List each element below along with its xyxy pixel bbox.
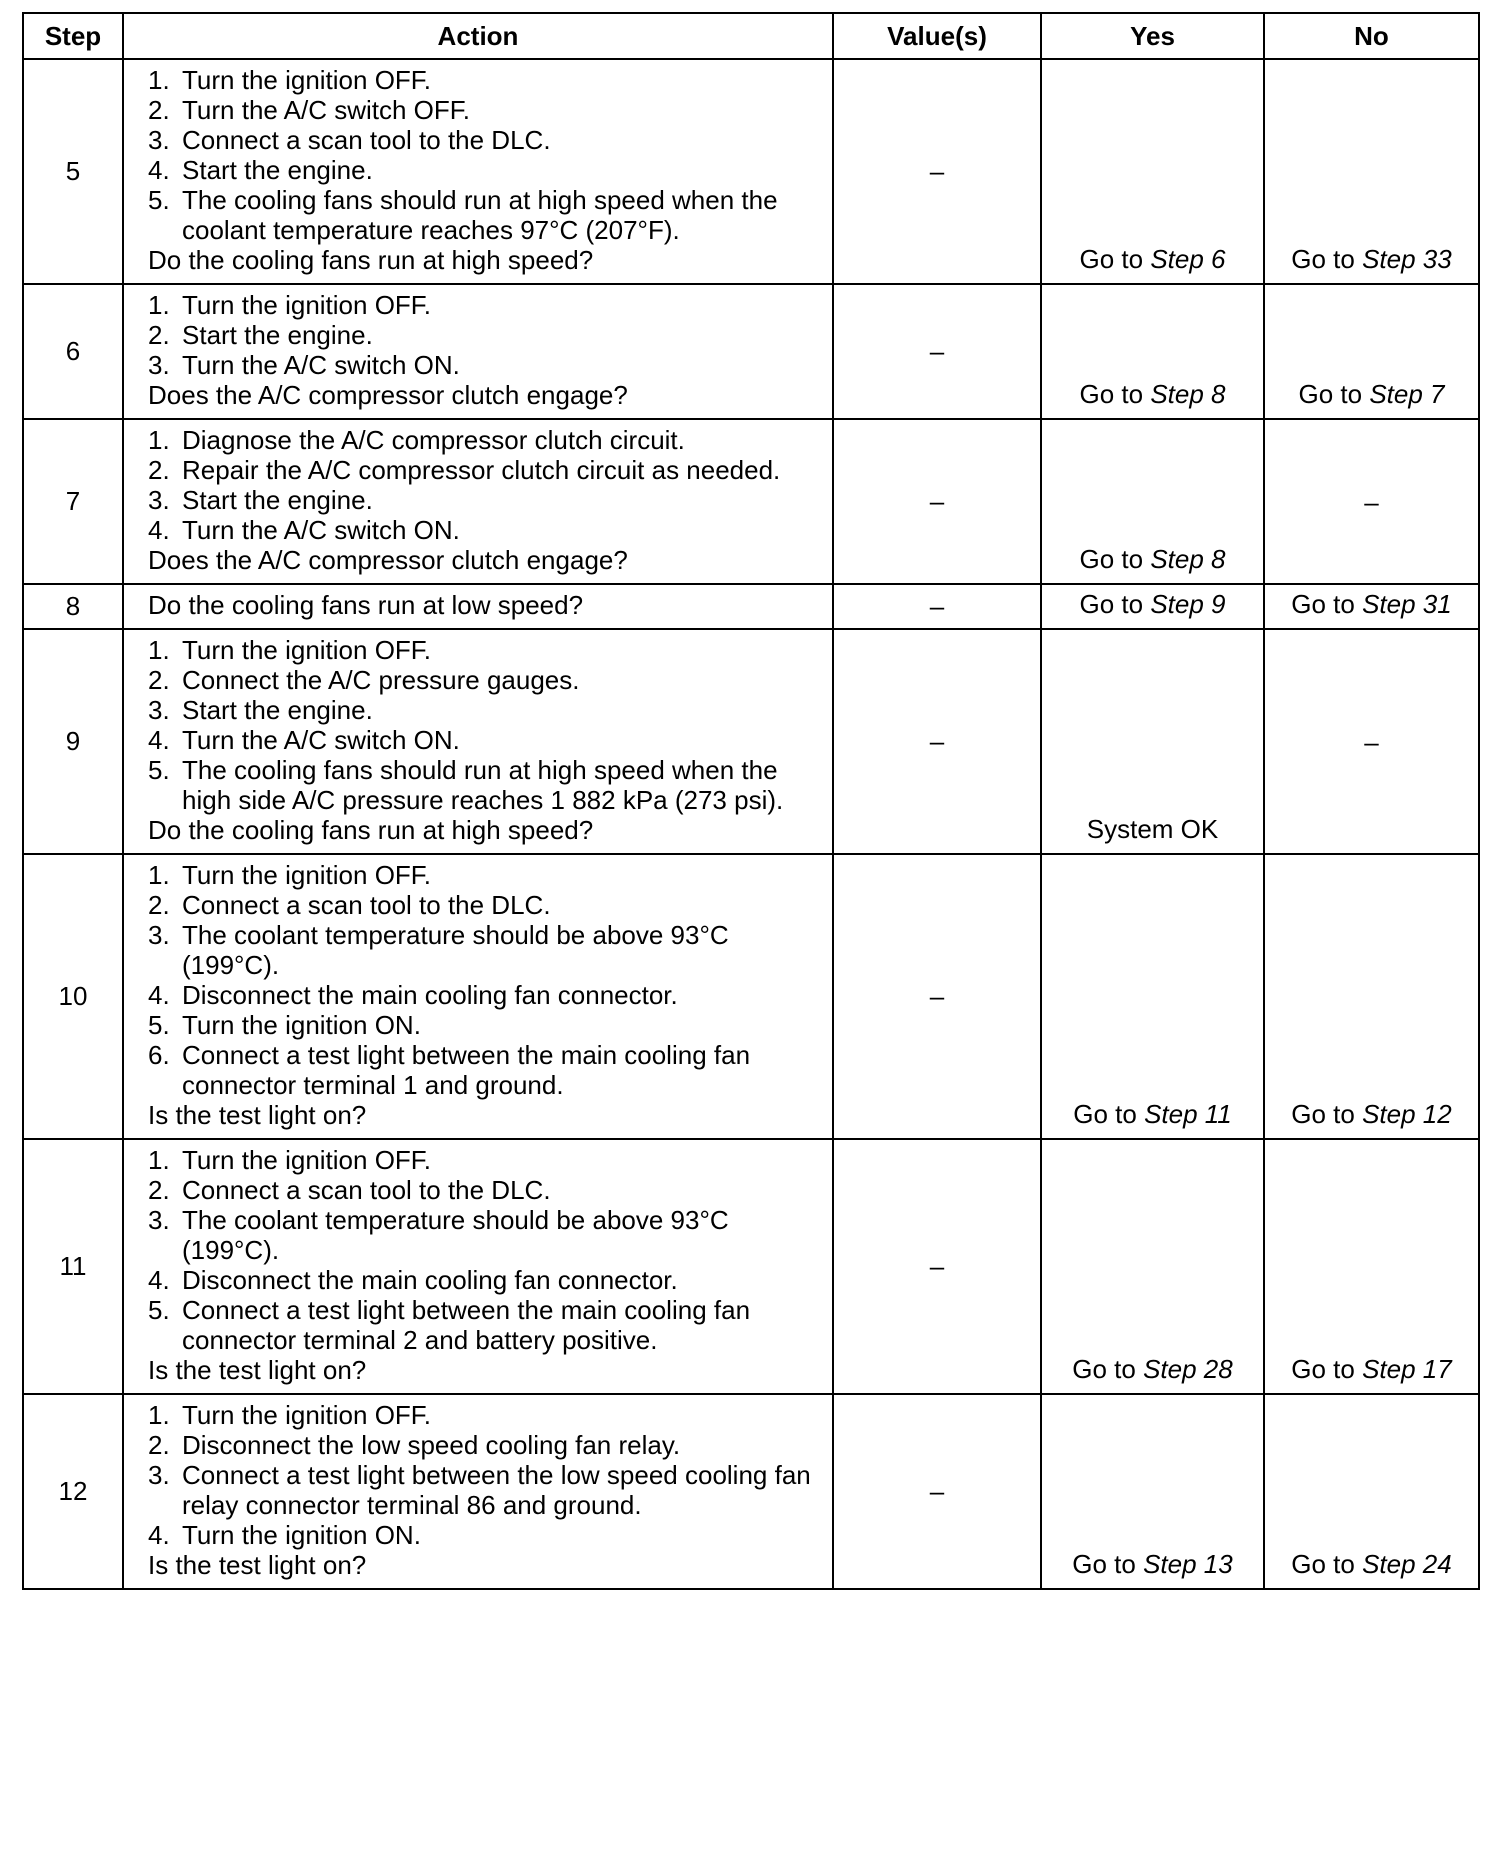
yes-result-step: Step 8 xyxy=(1150,379,1226,409)
action-item-text: Turn the ignition OFF. xyxy=(182,635,432,665)
value-cell: – xyxy=(833,284,1041,419)
action-item xyxy=(148,635,826,665)
action-item xyxy=(148,1265,826,1295)
action-item-number: 6. xyxy=(148,1040,170,1070)
yes-result-text: Go to xyxy=(1079,589,1151,619)
yes-result xyxy=(1041,419,1264,584)
action-item xyxy=(148,455,826,485)
no-result-step: Step 7 xyxy=(1369,379,1445,409)
yes-result-text: System OK xyxy=(1086,814,1219,844)
action-item-number: 3. xyxy=(148,695,170,725)
step-number: 8 xyxy=(23,584,123,629)
yes-result-step: Step 11 xyxy=(1144,1099,1232,1129)
yes-result-step: Step 13 xyxy=(1143,1549,1233,1579)
action-item-text: Connect a scan tool to the DLC. xyxy=(182,890,551,920)
yes-result-step: Step 9 xyxy=(1150,589,1226,619)
action-item-number: 2. xyxy=(148,320,170,350)
action-question: Is the test light on? xyxy=(148,1100,367,1130)
action-item xyxy=(148,515,826,545)
value-cell: – xyxy=(833,419,1041,584)
step-number: 11 xyxy=(23,1139,123,1394)
action-item-text: Connect a scan tool to the DLC. xyxy=(182,125,551,155)
action-item-text: Start the engine. xyxy=(182,155,373,185)
action-item-number: 3. xyxy=(148,920,170,950)
action-item xyxy=(148,290,826,320)
action-item-number: 4. xyxy=(148,1520,170,1550)
step-number: 9 xyxy=(23,629,123,854)
action-item-number: 2. xyxy=(148,1430,170,1460)
action-question: Do the cooling fans run at low speed? xyxy=(148,590,584,620)
step-number: 7 xyxy=(23,419,123,584)
action-item-text: Turn the A/C switch ON. xyxy=(182,725,460,755)
action-item-number: 5. xyxy=(148,1295,170,1325)
action-item xyxy=(148,485,826,515)
yes-result xyxy=(1041,854,1264,1139)
no-result-text: – xyxy=(1364,726,1379,757)
action-item xyxy=(148,1400,826,1430)
action-item-text: Start the engine. xyxy=(182,320,373,350)
no-result xyxy=(1264,629,1479,854)
yes-result xyxy=(1041,1139,1264,1394)
no-result xyxy=(1264,1139,1479,1394)
action-item-text: Diagnose the A/C compressor clutch circuit. xyxy=(182,425,685,455)
header-no: No xyxy=(1264,13,1479,59)
step-number: 10 xyxy=(23,854,123,1139)
action-cell xyxy=(123,1394,833,1589)
action-item-number: 5. xyxy=(148,755,170,785)
action-item xyxy=(148,1010,826,1040)
action-cell xyxy=(123,59,833,284)
yes-result-text: Go to xyxy=(1073,1099,1145,1129)
action-item-text: The cooling fans should run at high speed when the high side A/C pressure reaches 1 882 kPa (273 psi). xyxy=(182,755,784,815)
action-cell xyxy=(123,584,833,629)
action-item xyxy=(148,1520,826,1550)
action-item xyxy=(148,185,826,245)
action-item-number: 4. xyxy=(148,980,170,1010)
action-item-text: Turn the A/C switch OFF. xyxy=(182,95,471,125)
action-cell xyxy=(123,1139,833,1394)
action-question: Is the test light on? xyxy=(148,1355,367,1385)
no-result xyxy=(1264,59,1479,284)
diagnostic-table xyxy=(22,12,1480,1590)
header-row xyxy=(23,13,1479,59)
step-number: 5 xyxy=(23,59,123,284)
no-result-text: Go to xyxy=(1291,589,1363,619)
action-item-number: 3. xyxy=(148,485,170,515)
action-item-number: 2. xyxy=(148,1175,170,1205)
value-cell: – xyxy=(833,854,1041,1139)
yes-result-text: Go to xyxy=(1079,244,1151,274)
yes-result-step: Step 6 xyxy=(1150,244,1226,274)
action-question: Does the A/C compressor clutch engage? xyxy=(148,380,628,410)
action-item-text: Disconnect the main cooling fan connector. xyxy=(182,980,678,1010)
action-item xyxy=(148,980,826,1010)
action-item-text: Disconnect the low speed cooling fan relay. xyxy=(182,1430,681,1460)
table-row xyxy=(23,629,1479,854)
no-result xyxy=(1264,584,1479,629)
header-values: Value(s) xyxy=(833,13,1041,59)
action-item xyxy=(148,350,826,380)
action-item-text: Connect a scan tool to the DLC. xyxy=(182,1175,551,1205)
action-item-text: Turn the ignition ON. xyxy=(182,1010,421,1040)
no-result-text: Go to xyxy=(1298,379,1370,409)
action-item xyxy=(148,425,826,455)
no-result-step: Step 17 xyxy=(1362,1354,1452,1384)
table-row xyxy=(23,584,1479,629)
action-cell xyxy=(123,419,833,584)
action-item-number: 3. xyxy=(148,125,170,155)
action-item xyxy=(148,1040,826,1100)
action-item-number: 1. xyxy=(148,425,170,455)
action-item-text: Connect the A/C pressure gauges. xyxy=(182,665,580,695)
action-item xyxy=(148,1460,826,1520)
no-result-step: Step 33 xyxy=(1362,244,1452,274)
action-item-number: 4. xyxy=(148,725,170,755)
action-item-number: 4. xyxy=(148,515,170,545)
action-item xyxy=(148,95,826,125)
header-yes: Yes xyxy=(1041,13,1264,59)
value-cell: – xyxy=(833,629,1041,854)
action-question: Is the test light on? xyxy=(148,1550,367,1580)
header-action: Action xyxy=(123,13,833,59)
yes-result-step: Step 8 xyxy=(1150,544,1226,574)
action-item-text: Repair the A/C compressor clutch circuit as needed. xyxy=(182,455,781,485)
action-item xyxy=(148,155,826,185)
no-result xyxy=(1264,284,1479,419)
table-body xyxy=(23,59,1479,1589)
yes-result-text: Go to xyxy=(1072,1549,1144,1579)
action-item xyxy=(148,725,826,755)
no-result xyxy=(1264,419,1479,584)
action-item-text: Turn the A/C switch ON. xyxy=(182,515,460,545)
action-cell xyxy=(123,854,833,1139)
action-item xyxy=(148,860,826,890)
action-item xyxy=(148,695,826,725)
yes-result-text: Go to xyxy=(1079,544,1151,574)
value-cell: – xyxy=(833,59,1041,284)
no-result-step: Step 24 xyxy=(1362,1549,1452,1579)
yes-result xyxy=(1041,629,1264,854)
action-item xyxy=(148,920,826,980)
action-item-text: Turn the ignition OFF. xyxy=(182,65,432,95)
action-item-text: Connect a test light between the main cooling fan connector terminal 1 and ground. xyxy=(182,1040,751,1100)
no-result-text: Go to xyxy=(1291,244,1363,274)
action-item-number: 1. xyxy=(148,290,170,320)
no-result-text: Go to xyxy=(1291,1549,1363,1579)
yes-result xyxy=(1041,1394,1264,1589)
action-item-number: 1. xyxy=(148,1400,170,1430)
action-item-number: 1. xyxy=(148,635,170,665)
action-item-text: Disconnect the main cooling fan connector. xyxy=(182,1265,678,1295)
action-item-text: Turn the ignition OFF. xyxy=(182,860,432,890)
action-question: Do the cooling fans run at high speed? xyxy=(148,815,594,845)
action-item-number: 1. xyxy=(148,65,170,95)
table-row xyxy=(23,59,1479,284)
action-item-text: The cooling fans should run at high speed when the coolant temperature reaches 97°C (207°F). xyxy=(182,185,778,245)
action-item-text: Turn the ignition ON. xyxy=(182,1520,421,1550)
value-cell: – xyxy=(833,584,1041,629)
action-item-text: Turn the ignition OFF. xyxy=(182,290,432,320)
no-result-step: Step 31 xyxy=(1362,589,1452,619)
action-item-text: The coolant temperature should be above 93°C (199°C). xyxy=(182,920,729,980)
action-item-text: Turn the ignition OFF. xyxy=(182,1145,432,1175)
no-result-text: – xyxy=(1364,486,1379,517)
table-row xyxy=(23,419,1479,584)
table-row xyxy=(23,1139,1479,1394)
no-result xyxy=(1264,1394,1479,1589)
action-item xyxy=(148,755,826,815)
yes-result-step: Step 28 xyxy=(1143,1354,1233,1384)
action-item-number: 3. xyxy=(148,1205,170,1235)
action-item-number: 3. xyxy=(148,1460,170,1490)
action-item xyxy=(148,665,826,695)
action-item-number: 1. xyxy=(148,860,170,890)
action-item-number: 1. xyxy=(148,1145,170,1175)
table-row xyxy=(23,284,1479,419)
yes-result xyxy=(1041,584,1264,629)
action-item-number: 4. xyxy=(148,155,170,185)
action-item xyxy=(148,65,826,95)
action-item-text: Connect a test light between the low speed cooling fan relay connector terminal 86 and ground. xyxy=(182,1460,811,1520)
action-item-text: Turn the ignition OFF. xyxy=(182,1400,432,1430)
action-item xyxy=(148,125,826,155)
step-number: 12 xyxy=(23,1394,123,1589)
no-result-step: Step 12 xyxy=(1362,1099,1452,1129)
action-item-number: 4. xyxy=(148,1265,170,1295)
action-item xyxy=(148,1430,826,1460)
action-item-number: 2. xyxy=(148,95,170,125)
action-cell xyxy=(123,284,833,419)
action-question: Does the A/C compressor clutch engage? xyxy=(148,545,628,575)
action-item xyxy=(148,320,826,350)
action-item-text: Start the engine. xyxy=(182,695,373,725)
action-item-number: 2. xyxy=(148,665,170,695)
yes-result-text: Go to xyxy=(1072,1354,1144,1384)
value-cell: – xyxy=(833,1394,1041,1589)
action-item-text: Turn the A/C switch ON. xyxy=(182,350,460,380)
action-item xyxy=(148,1145,826,1175)
table-row xyxy=(23,1394,1479,1589)
yes-result-text: Go to xyxy=(1079,379,1151,409)
action-item-number: 3. xyxy=(148,350,170,380)
action-item xyxy=(148,890,826,920)
no-result-text: Go to xyxy=(1291,1354,1363,1384)
yes-result xyxy=(1041,284,1264,419)
action-item-text: Start the engine. xyxy=(182,485,373,515)
action-item-number: 2. xyxy=(148,455,170,485)
no-result-text: Go to xyxy=(1291,1099,1363,1129)
action-item-number: 5. xyxy=(148,1010,170,1040)
yes-result xyxy=(1041,59,1264,284)
action-question: Do the cooling fans run at high speed? xyxy=(148,245,594,275)
action-item xyxy=(148,1295,826,1355)
action-cell xyxy=(123,629,833,854)
action-item-number: 5. xyxy=(148,185,170,215)
table-row xyxy=(23,854,1479,1139)
action-item-text: The coolant temperature should be above 93°C (199°C). xyxy=(182,1205,729,1265)
step-number: 6 xyxy=(23,284,123,419)
no-result xyxy=(1264,854,1479,1139)
action-item-text: Connect a test light between the main cooling fan connector terminal 2 and battery positive. xyxy=(182,1295,751,1355)
header-step: Step xyxy=(23,13,123,59)
value-cell: – xyxy=(833,1139,1041,1394)
action-item-number: 2. xyxy=(148,890,170,920)
action-item xyxy=(148,1175,826,1205)
action-item xyxy=(148,1205,826,1265)
